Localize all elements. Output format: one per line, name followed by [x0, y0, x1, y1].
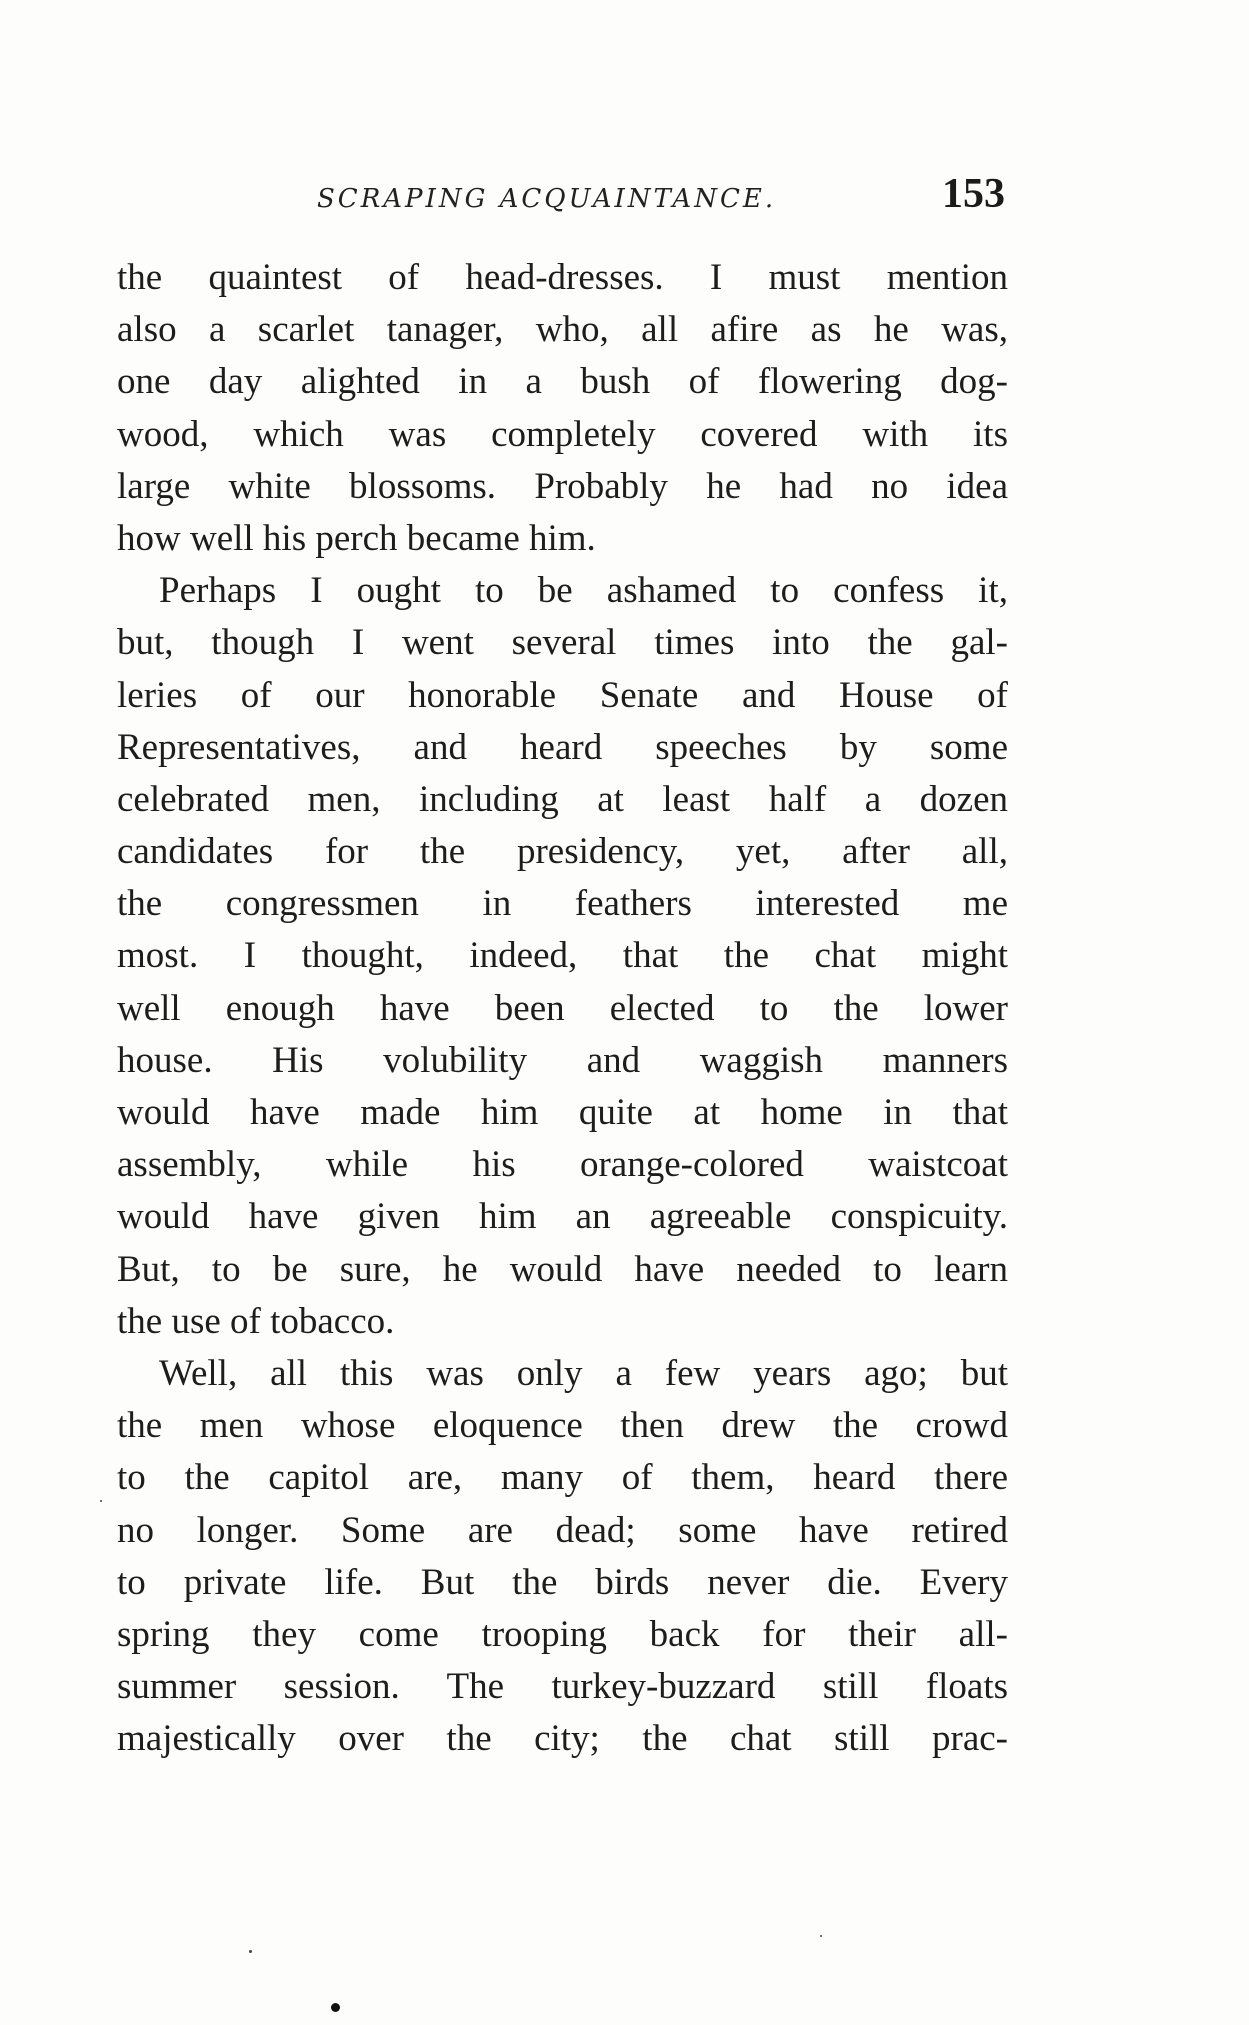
text-line: Well, all this was only a few years ago; but: [159, 1352, 1008, 1394]
text-line: the use of tobacco.: [117, 1300, 395, 1342]
text-line: but, though I went several times into the gal-: [117, 622, 1008, 664]
text-line: Representatives, and heard speeches by some: [117, 726, 1008, 768]
text-line: wood, which was completely covered with its: [117, 413, 1008, 455]
text-line: most. I thought, indeed, that the chat might: [117, 935, 1008, 977]
text-line: leries of our honorable Senate and House of: [117, 674, 1008, 716]
text-line: the men whose eloquence then drew the crowd: [117, 1405, 1008, 1447]
text-line: well enough have been elected to the lower: [117, 987, 1008, 1029]
running-head: [120, 170, 1005, 230]
text-line: one day alighted in a bush of flowering dog-: [117, 361, 1008, 403]
running-title: SCRAPING ACQUAINTANCE.: [317, 184, 777, 214]
text-line: majestically over the city; the chat still prac-: [117, 1718, 1008, 1760]
text-line: the quaintest of head-dresses. I must mention: [117, 257, 1008, 298]
text-line: celebrated men, including at least half a dozen: [117, 778, 1008, 820]
print-speck: [331, 2003, 340, 2012]
text-line: house. His volubility and waggish manners: [117, 1039, 1008, 1081]
text-line: also a scarlet tanager, who, all afire as he was,: [117, 309, 1008, 351]
print-speck: [820, 1935, 822, 1937]
text-line: But, to be sure, he would have needed to learn: [117, 1248, 1008, 1290]
text-line: spring they come trooping back for their all-: [117, 1613, 1008, 1655]
text-line: would have made him quite at home in that: [117, 1092, 1008, 1133]
page-number: 153: [942, 171, 1005, 217]
print-speck: [249, 1950, 252, 1953]
text-line: summer session. The turkey-buzzard still floats: [117, 1666, 1008, 1708]
text-line: to private life. But the birds never die. Every: [117, 1561, 1008, 1603]
text-line: assembly, while his orange-colored waistcoat: [117, 1144, 1008, 1186]
text-line: the congressmen in feathers interested me: [117, 883, 1008, 925]
text-line: to the capitol are, many of them, heard there: [117, 1457, 1008, 1499]
text-line: candidates for the presidency, yet, after all,: [117, 831, 1008, 873]
print-speck: [100, 1500, 102, 1502]
text-line: large white blossoms. Probably he had no idea: [117, 465, 1008, 507]
body-text: [117, 252, 1008, 1765]
text-line: how well his perch became him.: [117, 517, 596, 559]
text-line: would have given him an agreeable conspicuity.: [117, 1196, 1008, 1238]
text-line: no longer. Some are dead; some have retired: [117, 1509, 1008, 1551]
text-line: Perhaps I ought to be ashamed to confess it,: [159, 570, 1008, 612]
